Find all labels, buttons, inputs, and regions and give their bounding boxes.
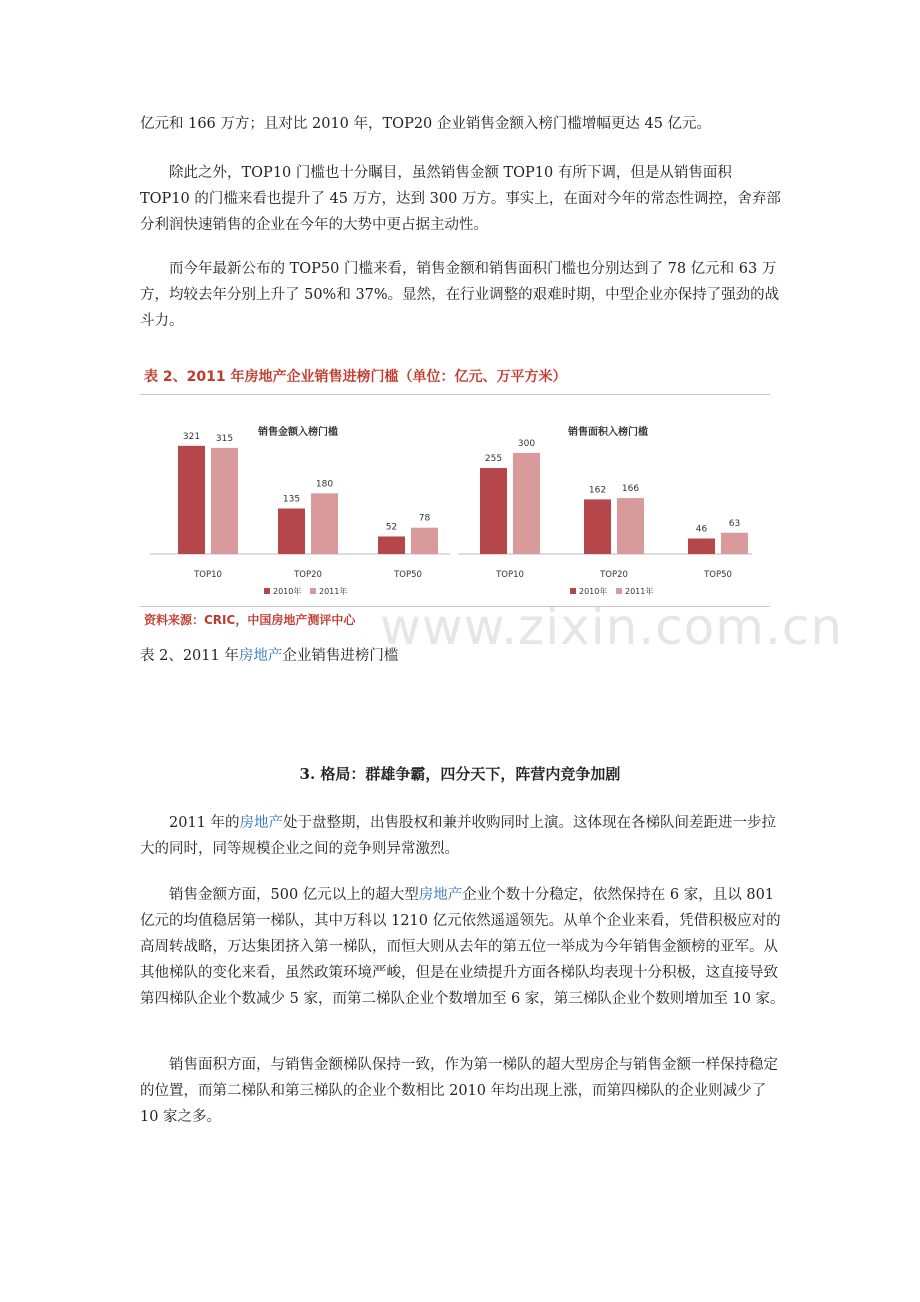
chart-2-legend-label: 2010年	[579, 587, 608, 596]
figure-title: 表 2、2011 年房地产企业销售进榜门槛（单位：亿元、万平方米）	[144, 369, 567, 385]
chart-2-bar-top10-2011	[513, 453, 540, 554]
chart-1-bar-top20-2011	[311, 493, 338, 554]
chart-2-tick-label: TOP10	[496, 570, 524, 580]
chart-1-legend-swatch	[264, 588, 270, 594]
chart-2-bar-top20-2011	[617, 498, 644, 554]
chart-1-value-label: 321	[182, 431, 201, 442]
chart-2-value-label: 46	[695, 524, 708, 535]
caption-text-a: 表 2、2011 年	[140, 648, 239, 664]
chart-1-legend-label: 2010年	[273, 587, 302, 596]
figure-source: 资料来源：CRIC，中国房地产测评中心	[144, 613, 356, 627]
chart-1-tick-label: TOP50	[394, 570, 422, 580]
paragraph-5-link-real-estate[interactable]: 房地产	[418, 887, 463, 903]
paragraph-5-text-a: 销售金额方面，500 亿元以上的超大型	[169, 887, 419, 903]
chart-1-title: 销售金额入榜门槛	[258, 427, 338, 438]
chart-1-value-label: 78	[418, 513, 431, 524]
chart-2-bar-top50-2011	[721, 533, 748, 554]
chart-2-value-label: 63	[728, 518, 741, 529]
section-heading: 3. 格局：群雄争霸，四分天下，阵营内竞争加剧	[299, 765, 621, 783]
chart-2-tick-label: TOP50	[704, 570, 732, 580]
paragraph-5-text-b: 企业个数十分稳定，依然保持在 6 家，且以 801 亿元的均值稳居第一梯队，其中万科以 1210 亿元依然遥遥领先。从单个企业来看，凭借积极应对的高周转战略，万达集团挤入第一梯队，而恒大则从去年的第五位一举成为今年销售金额榜的亚军。从其他梯队的变化来看，虽然政策环境严峻，但是在业绩提升方面各梯队均表现十分积极，这直接导致第四梯队企业个数减少 5 家，而第二梯队企业个数增加至 6 家，第三梯队企业个数则增加至 10 家。	[140, 887, 785, 1007]
chart-1-value-label: 180	[315, 479, 334, 490]
caption-link-real-estate[interactable]: 房地产	[238, 648, 283, 664]
chart-2-legend-swatch	[570, 588, 576, 594]
chart-2-legend-label: 2011年	[625, 587, 654, 596]
chart-2-value-label: 166	[621, 484, 640, 495]
paragraph-4	[140, 810, 785, 862]
chart-2-title: 销售面积入榜门槛	[568, 427, 648, 438]
chart-1-value-label: 52	[385, 522, 398, 533]
chart-1-legend-label: 2011年	[319, 587, 348, 596]
paragraph-4-text-b: 处于盘整期，出售股权和兼并收购同时上演。这体现在各梯队间差距进一步拉大的同时，同等规模企业之间的竞争则异常激烈。	[140, 815, 777, 857]
chart-1-value-label: 135	[282, 494, 301, 505]
paragraph-5	[140, 882, 785, 1012]
paragraph-3: 而今年最新公布的 TOP50 门槛来看，销售金额和销售面积门槛也分别达到了 78 亿元和 63 万方，均较去年分别上升了 50%和 37%。显然，在行业调整的艰难时期，中型企业亦保持了强劲的战斗力。	[140, 261, 780, 329]
chart-2-legend-swatch	[616, 588, 622, 594]
paragraph-2: 除此之外，TOP10 门槛也十分瞩目，虽然销售金额 TOP10 有所下调，但是从销售面积 TOP10 的门槛来看也提升了 45 万方，达到 300 万方。事实上，在面对今年的常态性调控，舍弃部分利润快速销售的企业在今年的大势中更占据主动性。	[140, 165, 781, 233]
chart-1-bar-top50-2011	[411, 528, 438, 554]
paragraph-4-link-real-estate[interactable]: 房地产	[239, 815, 284, 831]
chart-2-bar-top10-2010	[480, 468, 507, 554]
paragraph-4-text-a: 2011 年的	[169, 815, 240, 831]
chart-1-legend-swatch	[310, 588, 316, 594]
chart-1-bar-top10-2010	[178, 446, 205, 554]
paragraph-1: 亿元和 166 万方；且对比 2010 年，TOP20 企业销售金额入榜门槛增幅更达 45 亿元。	[140, 116, 712, 132]
chart-1-bar-top20-2010	[278, 509, 305, 554]
chart-2-value-label: 300	[517, 438, 536, 449]
chart-1-value-label: 315	[215, 433, 234, 444]
chart-2-bar-top50-2010	[688, 538, 715, 554]
chart-2-tick-label: TOP20	[600, 570, 628, 580]
chart-1-tick-label: TOP20	[294, 570, 322, 580]
watermark: www.zixin.com.cn	[380, 598, 844, 656]
chart-2-bar-top20-2010	[584, 499, 611, 554]
figure-top-rule	[140, 394, 770, 395]
paragraph-6: 销售面积方面，与销售金额梯队保持一致，作为第一梯队的超大型房企与销售金额一样保持稳定的位置，而第二梯队和第三梯队的企业个数相比 2010 年均出现上涨，而第四梯队的企业则减少了 10 家之多。	[140, 1057, 778, 1125]
caption-text-b: 企业销售进榜门槛	[282, 648, 399, 664]
chart-1-bar-top50-2010	[378, 536, 405, 554]
chart-2-value-label: 162	[588, 485, 607, 496]
chart-2-value-label: 255	[484, 454, 503, 465]
chart-figure	[140, 360, 770, 638]
figure-caption	[140, 644, 398, 665]
chart-1-tick-label: TOP10	[194, 570, 222, 580]
chart-1-bar-top10-2011	[211, 448, 238, 554]
